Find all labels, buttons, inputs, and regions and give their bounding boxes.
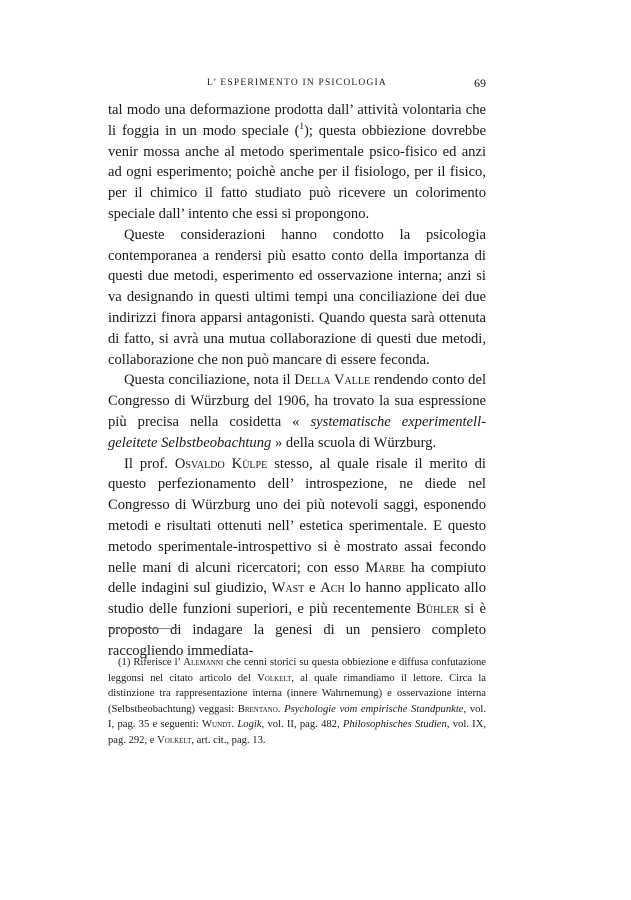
running-title: L’ ESPERIMENTO IN PSICOLOGIA	[207, 78, 387, 88]
author-name: Brentano	[237, 703, 278, 715]
book-title: Psychologie vom empirische Standpunkte	[284, 703, 464, 715]
author-name: Wundt	[202, 719, 232, 730]
author-name: Bühler	[416, 601, 460, 618]
footnote-reference: 1	[299, 120, 304, 131]
paragraph-3: Questa conciliazione, nota il Della Valle rendendo conto del Congresso di Würzburg del 1906, ha trovato la sua espressione più precisa nella cosidetta « systematische experimentell-geleitete Selbstbeobachtung » della scuola di Würzburg.	[108, 372, 487, 451]
footnote-divider	[108, 628, 178, 629]
author-name: Marbe	[365, 559, 405, 576]
footnote-mark: (1)	[118, 657, 131, 668]
author-name: Della Valle	[294, 372, 371, 389]
author-name: Ach	[320, 580, 345, 597]
author-name: Volkelt	[157, 734, 192, 746]
main-text	[108, 100, 486, 662]
paragraph-2: Queste considerazioni hanno condotto la psicologia contemporanea a rendersi più esatto conto della importanza di questi due metodi, esperimento ed osservazione interna; anzi si va designando in questi ultimi tempi una conciliazione dei due indirizzi finora apparsi antagonisti. Quando questa sarà ottenuta di fatto, si avrà una mutua collaborazione di questi due metodi, collaborazione che non può mancare di essere feconda.	[108, 226, 486, 368]
footnote: (1) Riferisce l’ Alemanni che cenni storici su questa obbiezione e diffusa confutazione leggonsi nel citato articolo del Volkelt, al quale rimandiamo il lettore. Circa la distinzione tra rappresentazione interna (innere Wahrnemung) e osservazione interna (Selbstbeobachtung) veggasi: Brentano. Psychologie vom empirische Standpunkte, vol. I, pag. 35 e seguenti: Wundt. Logik, vol. II, pag. 482, Philosophisches Studien, vol. IX, pag. 292, e Volkelt, art. cit., pag. 13.	[108, 657, 487, 746]
page-number: 69	[474, 76, 486, 90]
author-name: Volkelt	[257, 672, 292, 684]
book-title: Philosophisches Studien	[342, 719, 447, 730]
author-name: Wast	[271, 580, 305, 597]
author-name: Alemanni	[183, 657, 224, 668]
book-title: Logik	[237, 719, 262, 730]
paragraph-1: tal modo una deformazione prodotta dall’ attività volontaria che li foggia in un modo speciale ($^1$); questa obbiezione dovrebbe venir mossa anche al metodo sperimentale psico-fisico ed anzi ad ogni esperimento; poichè anche per il fisiologo, per il fisico, per il chimico il fatto studiato può ricevere un colorimento speciale dall’ intento che essi si propongono.	[108, 102, 487, 222]
paragraph-4: Il prof. Osvaldo Külpe stesso, al quale risale il merito di questo perfezionamento dell’ introspezione, ne diede nel Congresso di Würzburg uno dei più notevoli saggi, esponendo metodi e risultati ottenuti nell’ estetica sperimentale. E questo metodo sperimentale-introspettivo si è mostrato assai fecondo nelle mani di alcuni ricercatori; con esso Marbe ha compiuto delle indagini sul giudizio, Wast e Ach lo hanno applicato allo studio delle funzioni superiori, e più recentemente Bühler si è proposto di indagare la genesi di un pensiero completo raccogliendo immediata-	[108, 455, 486, 659]
italic-term: systematische experimentell-geleitete Selbstbeobachtung	[108, 413, 487, 451]
author-name: Osvaldo Külpe	[174, 455, 268, 472]
